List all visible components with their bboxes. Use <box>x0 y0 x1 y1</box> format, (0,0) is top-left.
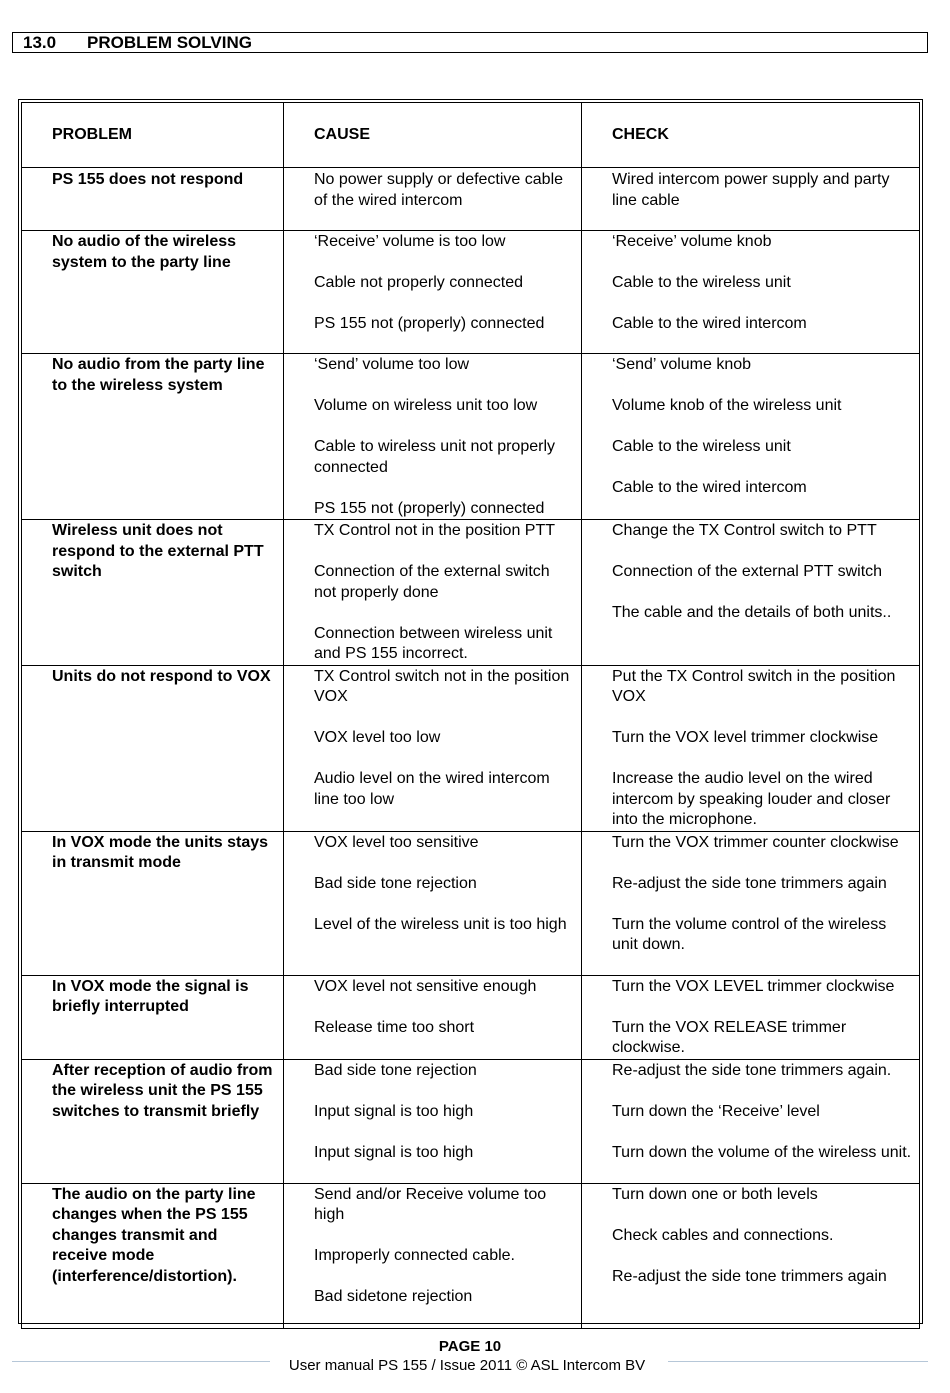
cause-entry: Bad sidetone rejection <box>314 1288 473 1305</box>
table-row <box>22 168 920 231</box>
cause-entry: Bad side tone rejection <box>314 874 477 892</box>
check-cell <box>582 231 920 354</box>
problem-cell: After reception of audio from the wireless unit the PS 155 switches to transmit briefly <box>22 1059 284 1183</box>
check-entry: Turn down one or both levels <box>612 1185 818 1203</box>
check-entry: The cable and the details of both units.. <box>612 604 892 621</box>
check-entry: Increase the audio level on the wired intercom by speaking louder and closer into the microphone. <box>612 770 891 828</box>
table-header-row <box>22 103 920 168</box>
page-number: PAGE 10 <box>438 1338 502 1355</box>
problem-cell: In VOX mode the signal is briefly interrupted <box>22 975 284 1059</box>
cause-entry: ‘Send’ volume too low <box>314 356 470 373</box>
check-entry: Turn the VOX trimmer counter clockwise <box>612 833 899 851</box>
cause-entry: VOX level too low <box>314 729 441 746</box>
cause-entry: Send and/or Receive volume too high <box>314 1185 547 1223</box>
check-entry: Cable to the wired intercom <box>612 479 807 496</box>
check-entry: Change the TX Control switch to PTT <box>612 522 877 539</box>
cause-entry: Cable to wireless unit not properly connected <box>314 438 556 476</box>
check-entry: Check cables and connections. <box>612 1226 834 1244</box>
problem-cell: No audio of the wireless system to the party line <box>22 231 284 354</box>
check-entry: Put the TX Control switch in the position VOX <box>612 667 896 705</box>
cause-entry: VOX level not sensitive enough <box>314 977 537 995</box>
check-entry: Cable to the wireless unit <box>612 438 791 455</box>
cause-entry: Connection of the external switch not properly done <box>314 563 550 601</box>
cause-cell <box>284 975 582 1059</box>
check-entry: Turn the VOX LEVEL trimmer clockwise <box>612 977 895 995</box>
cause-entry: TX Control not in the position PTT <box>314 522 555 539</box>
check-cell <box>582 168 920 231</box>
table-row <box>22 1183 920 1328</box>
section-number: 13.0 <box>23 33 57 52</box>
cause-cell <box>284 231 582 354</box>
check-cell <box>582 831 920 975</box>
check-cell <box>582 1183 920 1328</box>
check-entry: Re-adjust the side tone trimmers again <box>612 1267 887 1285</box>
cause-cell <box>284 520 582 666</box>
header-cause: CAUSE <box>284 103 582 168</box>
cause-entry: PS 155 not (properly) connected <box>314 499 545 517</box>
problem-cell: Wireless unit does not respond to the external PTT switch <box>22 520 284 666</box>
table-row <box>22 520 920 666</box>
check-entry: Cable to the wired intercom <box>612 315 807 332</box>
check-entry: Volume knob of the wireless unit <box>612 397 842 414</box>
problem-cell: PS 155 does not respond <box>22 168 284 231</box>
cause-entry: Improperly connected cable. <box>314 1247 515 1264</box>
cause-entry: Bad side tone rejection <box>314 1061 477 1079</box>
problem-cell: The audio on the party line changes when the PS 155 changes transmit and receive mode (interference/distortion). <box>22 1183 284 1328</box>
header-check: CHECK <box>582 103 920 168</box>
cause-cell <box>284 1183 582 1328</box>
cause-entry: Connection between wireless unit and PS 155 incorrect. <box>314 624 553 662</box>
table-row <box>22 231 920 354</box>
cause-cell <box>284 831 582 975</box>
cause-entry: Cable not properly connected <box>314 274 524 291</box>
cause-entry: Input signal is too high <box>314 1143 474 1161</box>
cause-entry: TX Control switch not in the position VOX <box>314 667 570 705</box>
table-row <box>22 1059 920 1183</box>
check-entry: Turn the volume control of the wireless unit down. <box>612 915 887 953</box>
problem-solving-table <box>21 102 920 1329</box>
cause-entry: Audio level on the wired intercom line too low <box>314 770 550 808</box>
table-row <box>22 354 920 520</box>
cause-entry: Release time too short <box>314 1018 475 1036</box>
table-row <box>22 831 920 975</box>
check-cell <box>582 520 920 666</box>
section-title: PROBLEM SOLVING <box>87 33 252 52</box>
cause-entry: No power supply or defective cable of the wired intercom <box>314 171 564 209</box>
section-header <box>12 32 928 53</box>
cause-cell <box>284 1059 582 1183</box>
cause-cell <box>284 354 582 520</box>
check-cell <box>582 354 920 520</box>
header-problem: PROBLEM <box>22 103 284 168</box>
problem-cell: In VOX mode the units stays in transmit mode <box>22 831 284 975</box>
check-cell <box>582 1059 920 1183</box>
check-cell <box>582 975 920 1059</box>
cause-entry: ‘Receive’ volume is too low <box>314 233 506 250</box>
check-entry: Re-adjust the side tone trimmers again <box>612 874 887 892</box>
check-entry: ‘Receive’ volume knob <box>612 233 772 250</box>
cause-entry: PS 155 not (properly) connected <box>314 315 545 332</box>
cause-entry: Volume on wireless unit too low <box>314 397 538 414</box>
check-entry: Turn down the ‘Receive’ level <box>612 1102 820 1120</box>
cause-entry: Level of the wireless unit is too high <box>314 915 567 933</box>
cause-cell <box>284 665 582 831</box>
problem-cell: Units do not respond to VOX <box>22 665 284 831</box>
check-entry: Wired intercom power supply and party line cable <box>612 171 890 209</box>
cause-entry: VOX level too sensitive <box>314 833 479 851</box>
check-entry: Turn the VOX level trimmer clockwise <box>612 729 879 746</box>
check-entry: Turn down the volume of the wireless unit. <box>612 1143 912 1161</box>
check-entry: Cable to the wireless unit <box>612 274 791 291</box>
problem-solving-table-frame <box>18 99 923 1324</box>
problem-cell: No audio from the party line to the wireless system <box>22 354 284 520</box>
table-row <box>22 665 920 831</box>
check-entry: ‘Send’ volume knob <box>612 356 752 373</box>
check-entry: Re-adjust the side tone trimmers again. <box>612 1061 892 1079</box>
check-entry: Connection of the external PTT switch <box>612 563 883 580</box>
cause-entry: Input signal is too high <box>314 1102 474 1120</box>
check-cell <box>582 665 920 831</box>
table-row <box>22 975 920 1059</box>
check-entry: Turn the VOX RELEASE trimmer clockwise. <box>612 1018 847 1056</box>
footer-text: User manual PS 155 / Issue 2011 © ASL Intercom BV <box>288 1357 646 1374</box>
cause-cell <box>284 168 582 231</box>
